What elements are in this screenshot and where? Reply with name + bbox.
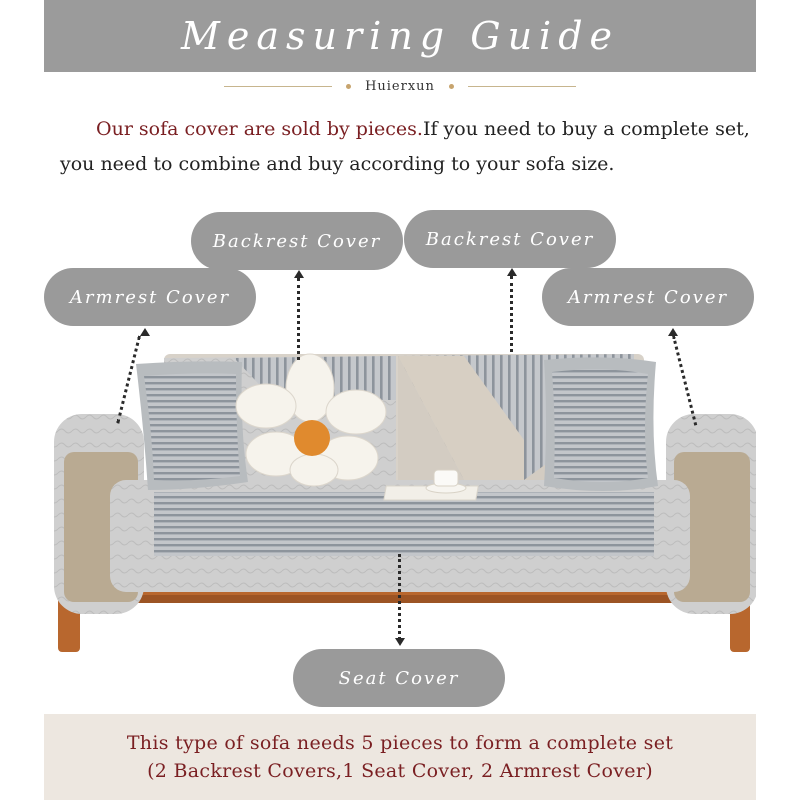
arrow-backrest-left <box>294 270 304 278</box>
pillow-left <box>144 373 240 480</box>
page-title: Measuring Guide <box>180 14 620 58</box>
label-backrest-right: Backrest Cover <box>404 210 616 268</box>
brand-name: Huierxun <box>365 78 435 94</box>
arrow-seat <box>395 638 405 646</box>
pillow-right <box>552 369 648 482</box>
label-backrest-left: Backrest Cover <box>191 212 403 270</box>
intro-emphasis: Our sofa cover are sold by pieces. <box>96 118 423 140</box>
arrow-backrest-right <box>507 268 517 276</box>
footer-line-1: This type of sofa needs 5 pieces to form a complete set <box>126 732 674 754</box>
header-band <box>44 0 756 72</box>
brand-row <box>0 74 800 98</box>
footer-line-2: (2 Backrest Covers,1 Seat Cover, 2 Armrest Cover) <box>147 760 653 782</box>
divider-left <box>224 86 332 87</box>
footer-band <box>44 714 756 800</box>
intro-text <box>60 112 750 182</box>
connector-backrest-left <box>297 278 300 360</box>
arrow-armrest-right <box>668 328 678 336</box>
connector-seat <box>398 554 401 640</box>
divider-right <box>468 86 576 87</box>
arrow-armrest-left <box>140 328 150 336</box>
label-armrest-left: Armrest Cover <box>44 268 256 326</box>
label-seat: Seat Cover <box>293 649 505 707</box>
divider-dot-left <box>346 84 351 89</box>
connector-backrest-right <box>510 276 513 352</box>
label-armrest-right: Armrest Cover <box>542 268 754 326</box>
divider-dot-right <box>449 84 454 89</box>
intro-rest: If you need to buy a complete set, you need to combine and buy according to your sofa size. <box>60 118 750 175</box>
